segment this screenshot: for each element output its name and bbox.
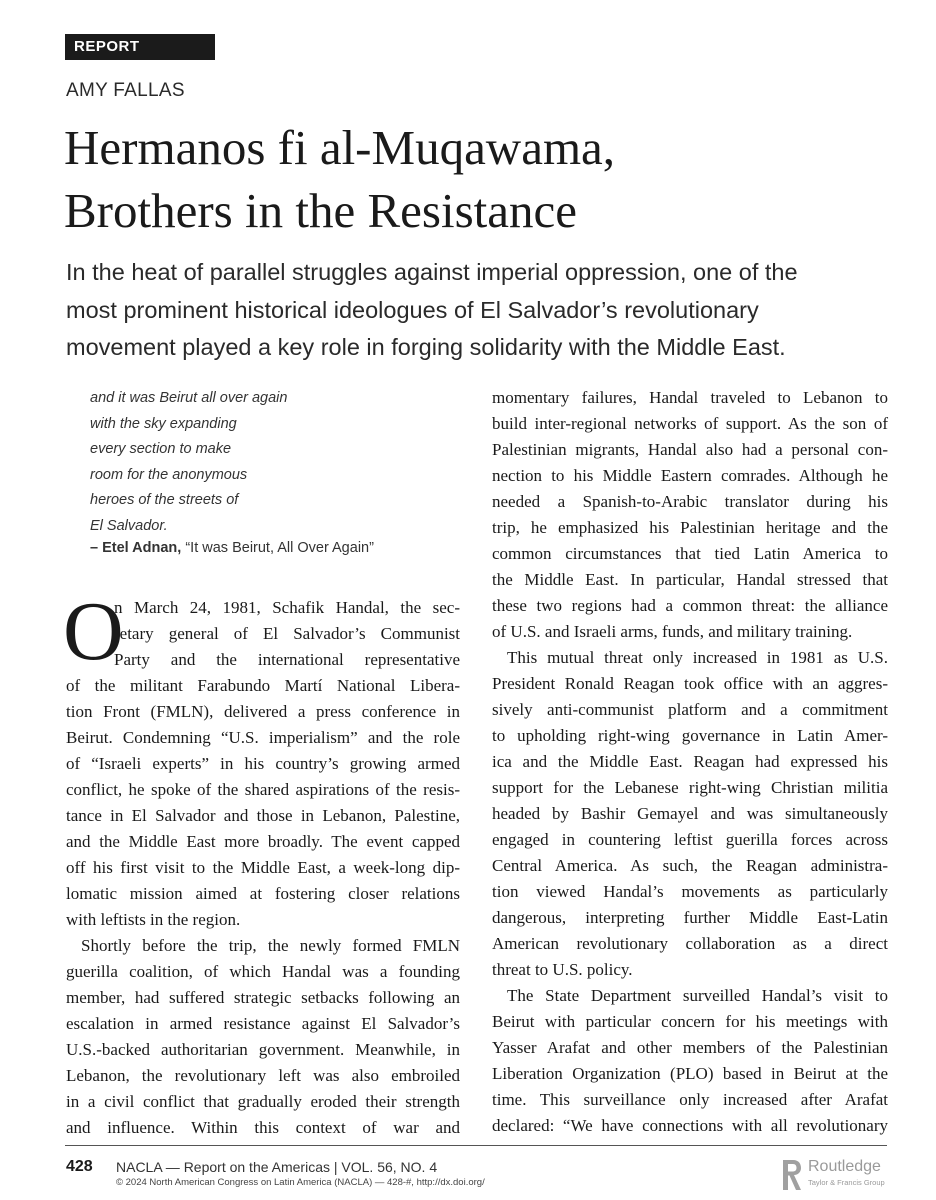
article-title bbox=[64, 116, 884, 242]
body-text-line: Central America. As such, the Reagan administra- bbox=[492, 856, 888, 875]
title-line-2: Brothers in the Resistance bbox=[64, 183, 578, 238]
deck-line: most prominent historical ideologues of El Salvador’s revolutionary bbox=[66, 296, 759, 323]
body-text-line: of “Israeli experts” in his country’s growing armed bbox=[66, 754, 460, 773]
body-text-line: nection to his Middle Eastern comrades. Although he bbox=[492, 466, 888, 485]
attribution-author: Etel Adnan, bbox=[102, 540, 182, 556]
body-text-line: these two regions had a common threat: the alliance bbox=[492, 596, 888, 615]
body-text-line: Yasser Arafat and other members of the Palestinian bbox=[492, 1038, 888, 1057]
body-text-line: momentary failures, Handal traveled to Lebanon to bbox=[492, 388, 888, 407]
body-text-line: build inter-regional networks of support. As the son of bbox=[492, 414, 888, 433]
attribution-title: “It was Beirut, All Over Again” bbox=[181, 540, 374, 556]
body-text-line: escalation in armed resistance against El Salvador’s bbox=[66, 1014, 460, 1033]
body-text-line: headed by Bashir Gemayel and was simultaneously bbox=[492, 804, 888, 823]
body-text-line: support for the Lebanese right-wing Christian militia bbox=[492, 778, 888, 797]
body-text-line: and influence. Within this context of war and bbox=[66, 1118, 460, 1137]
section-label: REPORT bbox=[65, 34, 215, 60]
page-number: 428 bbox=[66, 1158, 93, 1175]
body-text-line: tion viewed Handal’s movements as particularly bbox=[492, 882, 888, 901]
body-text-line: common circumstances that tied Latin America to bbox=[492, 544, 888, 563]
body-text-line: The State Department surveilled Handal’s visit to bbox=[507, 986, 888, 1005]
epigraph bbox=[90, 386, 470, 540]
body-text-line: in a civil conflict that gradually eroded their strength bbox=[66, 1092, 460, 1111]
body-text-line: threat to U.S. policy. bbox=[492, 960, 633, 979]
body-text-line: sively anti-communist platform and a commitment bbox=[492, 700, 888, 719]
body-text-line: Liberation Organization (PLO) based in Beirut at the bbox=[492, 1064, 888, 1083]
epigraph-line: El Salvador. bbox=[90, 517, 168, 534]
epigraph-line: heroes of the streets of bbox=[90, 492, 239, 509]
body-text-line: n March 24, 1981, Schafik Handal, the sec- bbox=[114, 598, 460, 617]
body-text-line: Beirut with particular concern for his meetings with bbox=[492, 1012, 888, 1031]
body-text-line: dangerous, interpreting further Middle East-Latin bbox=[492, 908, 888, 927]
publisher-name: Routledge bbox=[808, 1158, 881, 1175]
right-column bbox=[492, 385, 888, 1139]
title-line-1: Hermanos fi al-Muqawama, bbox=[64, 120, 616, 175]
deck-line: movement played a key role in forging solidarity with the Middle East. bbox=[66, 334, 786, 360]
body-text-line: U.S.-backed authoritarian government. Meanwhile, in bbox=[66, 1040, 460, 1059]
body-text-line: time. This surveillance only increased after Arafat bbox=[492, 1090, 888, 1109]
body-text-line: tion Front (FMLN), delivered a press conference in bbox=[66, 702, 460, 721]
epigraph-attribution bbox=[90, 540, 470, 556]
body-text-line: guerilla coalition, of which Handal was a founding bbox=[66, 962, 460, 981]
epigraph-line: with the sky expanding bbox=[90, 415, 237, 432]
left-column bbox=[66, 595, 460, 1141]
body-text-line: retary general of El Salvador’s Communist bbox=[114, 624, 460, 643]
body-text-line: Lebanon, the revolutionary left was also embroiled bbox=[66, 1066, 460, 1085]
epigraph-line: and it was Beirut all over again bbox=[90, 390, 288, 406]
body-text-line: off his first visit to the Middle East, a week-long dip- bbox=[66, 858, 460, 877]
body-text-line: This mutual threat only increased in 1981 as U.S. bbox=[507, 648, 888, 667]
deck-line: In the heat of parallel struggles against imperial oppression, one of the bbox=[66, 259, 798, 285]
body-text-line: and the Middle East more broadly. The event capped bbox=[66, 832, 460, 851]
body-text-line: to upholding right-wing governance in Latin Amer- bbox=[492, 726, 888, 745]
body-text-line: member, had suffered strategic setbacks following an bbox=[66, 988, 460, 1007]
drop-cap: O bbox=[63, 585, 124, 678]
body-text-line: of the militant Farabundo Martí National Libera- bbox=[66, 676, 460, 695]
body-text-line: Shortly before the trip, the newly formed FMLN bbox=[81, 936, 460, 955]
attribution-dash: – bbox=[90, 540, 103, 556]
routledge-logo-icon bbox=[780, 1158, 804, 1192]
body-text-line: Party and the international representative bbox=[114, 650, 460, 669]
body-text-line: Beirut. Condemning “U.S. imperialism” and the role bbox=[66, 728, 460, 747]
epigraph-line: room for the anonymous bbox=[90, 466, 248, 483]
body-text-line: President Ronald Reagan took office with an aggres- bbox=[492, 674, 888, 693]
body-text-line: the Middle East. In particular, Handal stressed that bbox=[492, 570, 888, 589]
body-text-line: needed a Spanish-to-Arabic translator during his bbox=[492, 492, 888, 511]
body-text-line: conflict, he spoke of the shared aspirations of the resis- bbox=[66, 780, 460, 799]
body-text-line: declared: “We have connections with all revolutionary bbox=[492, 1116, 888, 1135]
publisher-logo bbox=[780, 1158, 890, 1192]
article-deck bbox=[66, 254, 886, 367]
body-text-line: lomatic mission aimed at fostering closer relations bbox=[66, 884, 460, 903]
body-text-line: tance in El Salvador and those in Lebanon, Palestine, bbox=[66, 806, 460, 825]
body-text-line: with leftists in the region. bbox=[66, 910, 241, 929]
body-text-line: American revolutionary collaboration as a direct bbox=[492, 934, 888, 953]
epigraph-line: every section to make bbox=[90, 441, 232, 458]
footer-divider bbox=[65, 1145, 887, 1146]
author-name: AMY FALLAS bbox=[66, 80, 185, 101]
body-text-line: engaged in countering leftist guerilla forces across bbox=[492, 830, 888, 849]
publisher-subtitle: Taylor & Francis Group bbox=[808, 1178, 885, 1187]
copyright-line: © 2024 North American Congress on Latin America (NACLA) — 428-#, http://dx.doi.org/ bbox=[116, 1177, 485, 1188]
body-text-line: Palestinian migrants, Handal also had a personal con- bbox=[492, 440, 888, 459]
body-text-line: ica and the Middle East. Reagan had expressed his bbox=[492, 752, 888, 771]
body-text-line: trip, he emphasized his Palestinian heritage and the bbox=[492, 518, 888, 537]
running-head: NACLA — Report on the Americas | VOL. 56, NO. 4 bbox=[116, 1159, 438, 1175]
body-text-line: of U.S. and Israeli arms, funds, and military training. bbox=[492, 622, 853, 641]
